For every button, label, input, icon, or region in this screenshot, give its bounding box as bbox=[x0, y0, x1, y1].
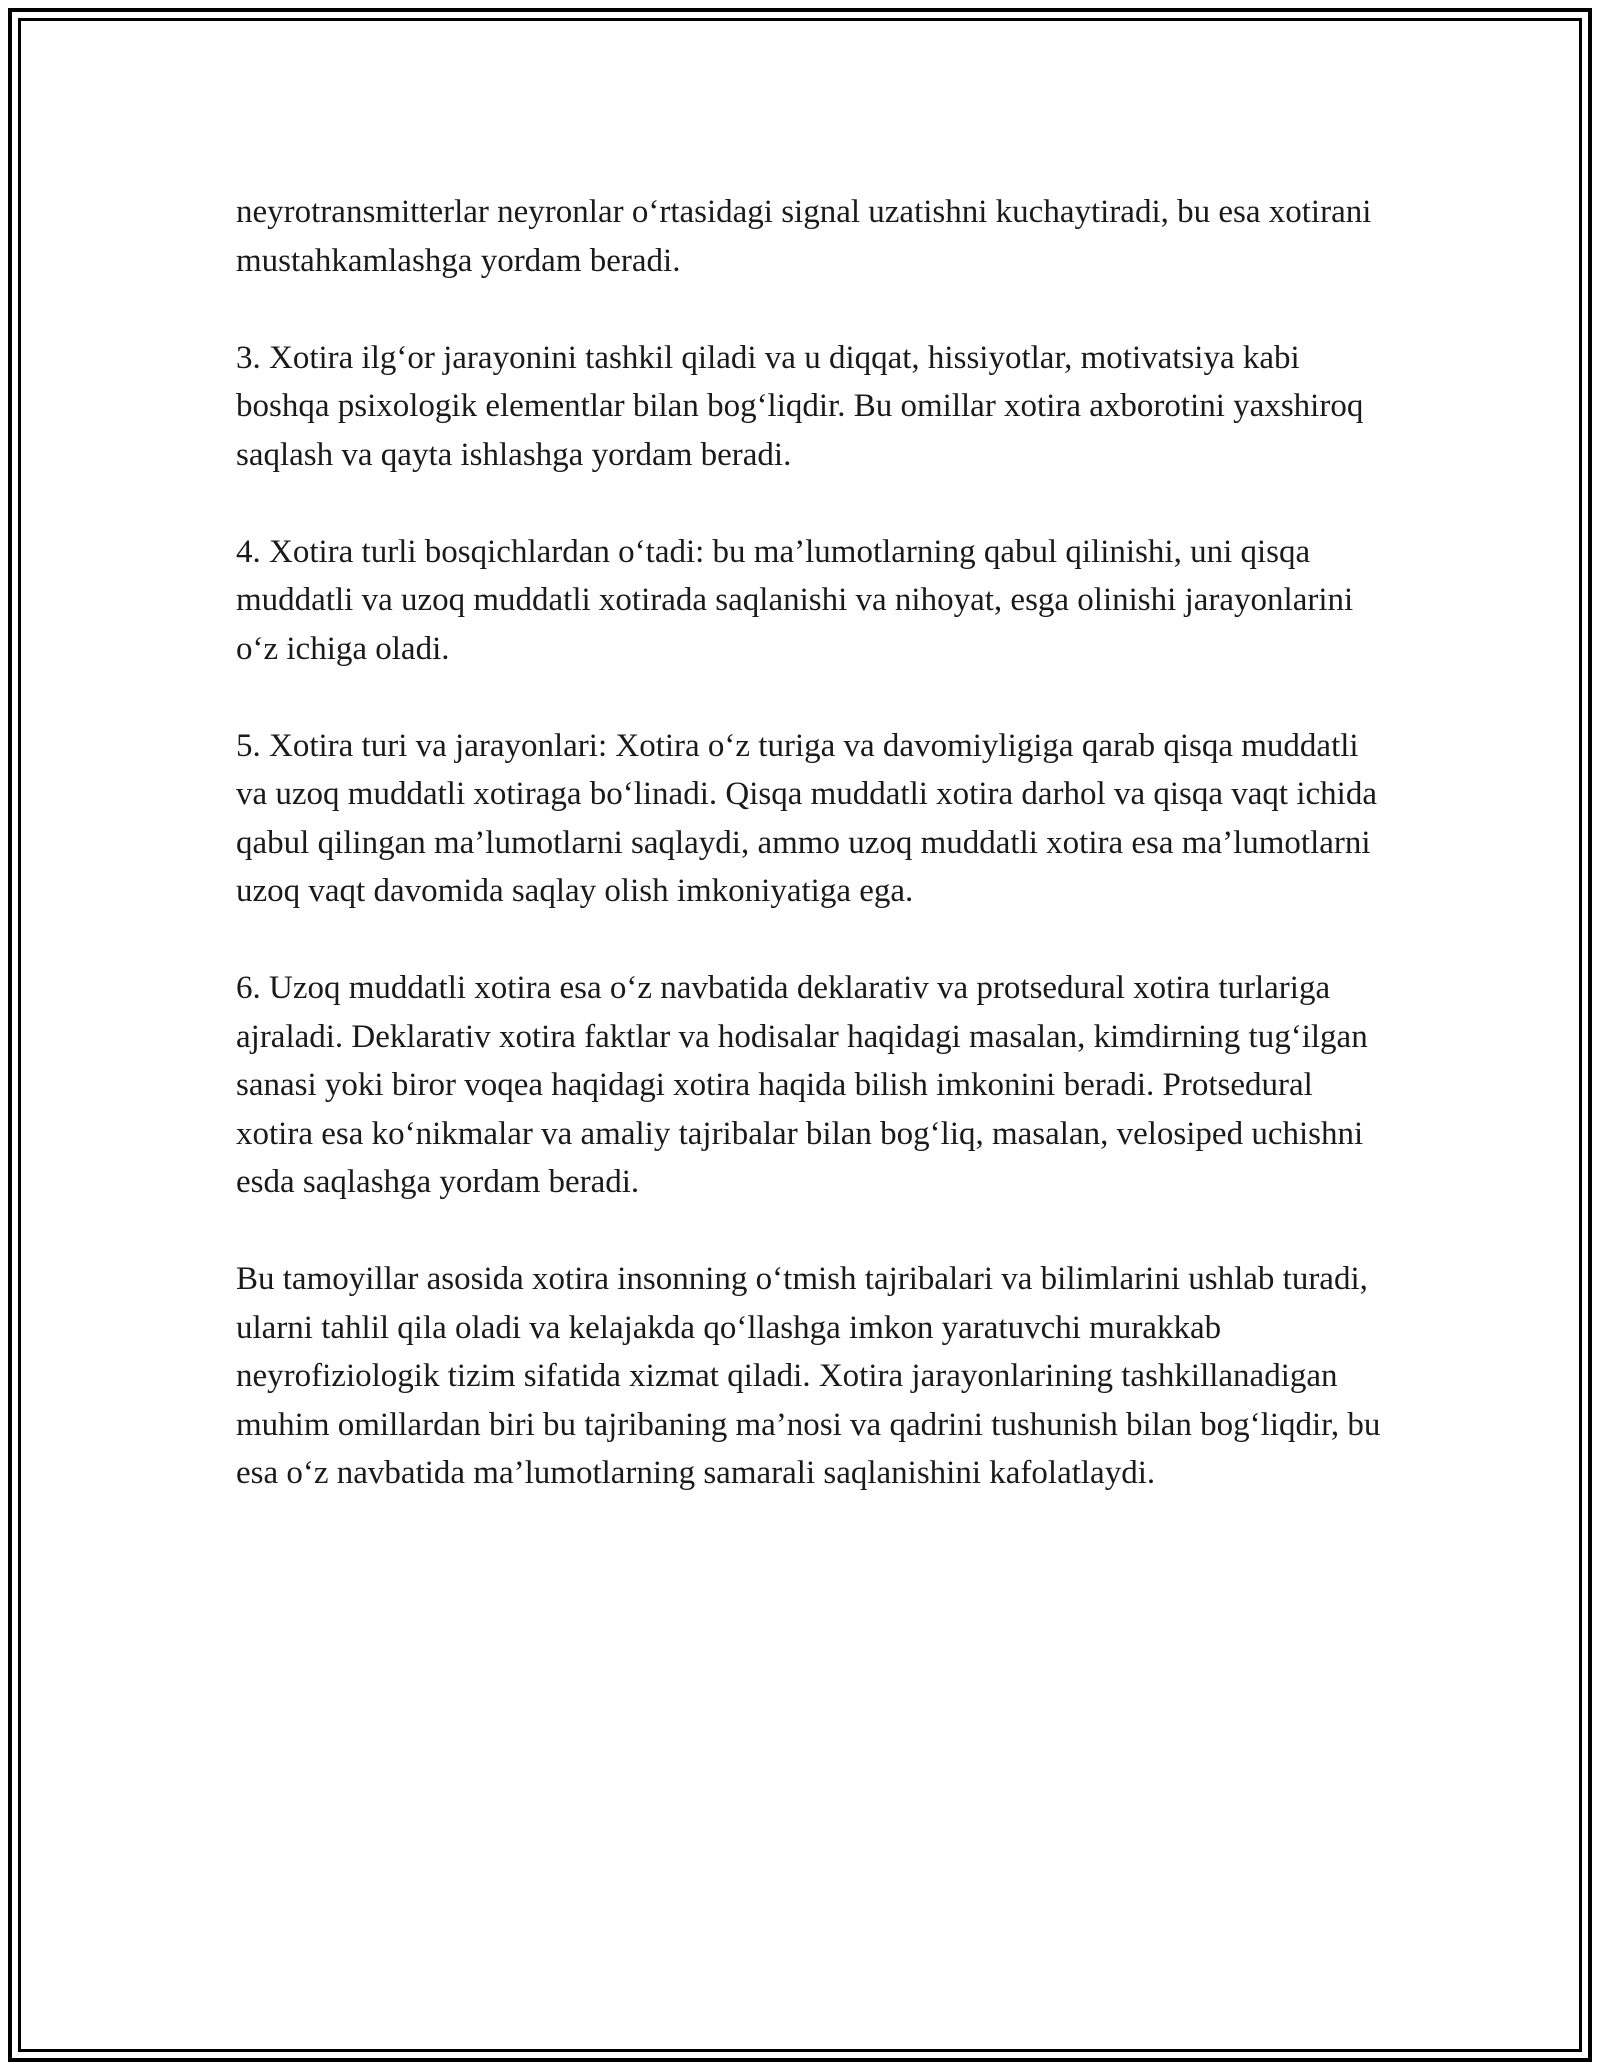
paragraph-item-3: 3. Xotira ilg‘or jarayonini tashkil qiladi va u diqqat, hissiyotlar, motivatsiya kabi boshqa psixologik elementlar bilan bog‘liqdir. Bu omillar xotira axborotini yaxshiroq saqlash va qayta ishlashga yordam beradi. bbox=[236, 339, 1364, 473]
paragraph-continuation: neyrotransmitterlar neyronlar o‘rtasidagi signal uzatishni kuchaytiradi, bu esa xotirani mustahkamlashga yordam beradi. bbox=[236, 194, 1372, 279]
paragraph-item-4: 4. Xotira turli bosqichlardan o‘tadi: bu ma’lumotlarning qabul qilinishi, uni qisqa muddatli va uzoq muddatli xotirada saqlanishi va nihoyat, esga olinishi jarayonlarini o‘z ichiga oladi. bbox=[236, 533, 1354, 667]
paragraph-item-5: 5. Xotira turi va jarayonlari: Xotira o‘z turiga va davomiyligiga qarab qisqa muddatli va uzoq muddatli xotiraga bo‘linadi. Qisqa muddatli xotira darhol va qisqa vaqt ichida qabul qilingan ma’lumotlarni saqlaydi, ammo uzoq muddatli xotira esa ma’lumotlarni uzoq vaqt davomida saqlay olish imkoniyatiga ega. bbox=[236, 727, 1377, 909]
document-body bbox=[236, 188, 1386, 1498]
paragraph-conclusion: Bu tamoyillar asosida xotira insonning o‘tmish tajribalari va bilimlarini ushlab turadi, ularni tahlil qila oladi va kelajakda qo‘llashga imkon yaratuvchi murakkab neyrofiziologik tizim sifatida xizmat qiladi. Xotira jarayonlarining tashkillanadigan muhim omillardan biri bu tajribaning ma’nosi va qadrini tushunish bilan bog‘liqdir, bu esa o‘z navbatida ma’lumotlarning samarali saqlanishini kafolatlaydi. bbox=[236, 1261, 1381, 1491]
paragraph-item-6: 6. Uzoq muddatli xotira esa o‘z navbatida deklarativ va protsedural xotira turlariga ajraladi. Deklarativ xotira faktlar va hodisalar haqidagi masalan, kimdirning tug‘ilgan sanasi yoki biror voqea haqidagi xotira haqida bilish imkonini beradi. Protsedural xotira esa ko‘nikmalar va amaliy tajribalar bilan bog‘liq, masalan, velosiped uchishni esda saqlashga yordam beradi. bbox=[236, 970, 1368, 1200]
